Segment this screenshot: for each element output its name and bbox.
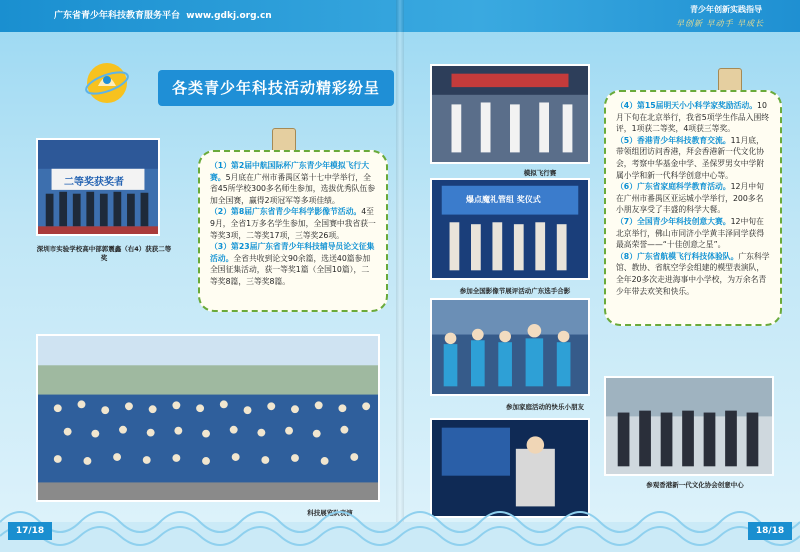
photo-flight-sim (430, 64, 590, 164)
caption-flight-sim: 模拟飞行赛 (523, 169, 557, 177)
page-number-left: 17/18 (8, 522, 52, 540)
caption-family-event: 参加家庭活动的快乐小朋友 (506, 403, 584, 411)
note-heading: （2）第8届广东省青少年科学影像节活动。 (210, 207, 362, 217)
note-heading: （3）第23届广东省青少年科技辅导员论文征集活动。 (210, 242, 375, 263)
note-text: 5月底在广州市番禺区第十七中学举行，全省45所学校300多名师生参加，选拔优秀队伍参加全国赛，赢得2项冠军等多项佳绩。 (210, 172, 376, 205)
festival-banner-text: 爆点魔礼管组 奖仪式 (466, 195, 541, 204)
note-text: 广东科学馆、教协、省航空学会组建的模型表演队，全年20多次走进海事中小学校，为万余名青少年带去欢笑和快乐。 (616, 251, 770, 296)
note-heading: （1）第2届中航国际杯广东青少年模拟飞行大赛。 (210, 161, 369, 182)
photo-family-event (430, 298, 590, 396)
caption-crowd-group: 科技展览队表演 (307, 509, 353, 517)
header-right-title: 青少年创新实践指导 (690, 5, 762, 14)
caption-award-ceremony: 深圳市实验学校高中部郭震鑫（右4）获获二等奖 (36, 245, 172, 262)
note-text: 12中旬在北京举行，佛山市同济小学黄丰泽同学获得最高荣誉——“十佳创意之星”。 (616, 216, 765, 250)
logo-icon (84, 60, 130, 106)
note-right (604, 90, 782, 326)
page-spine (396, 0, 404, 552)
page-number-right: 18/18 (748, 522, 792, 540)
note-heading: （8）广东省航模飞行科技体验队。 (616, 251, 739, 261)
photo-award-ceremony (36, 138, 160, 236)
header-slogan: 早创新 早动手 早成长 (676, 19, 765, 28)
note-text: 4至9月，全省1万多名学生参加，全国赛中我省获一等奖3项，二等奖17项，三等奖26项。 (210, 207, 376, 240)
note-heading: （4）第15届明天小小科学家奖励活动。 (616, 101, 758, 110)
award-banner-text: 二等奖获奖者 (64, 177, 124, 188)
note-text: 11月底，带领组团访问香港，拜会香港新一代文化协会，考察中华基金中学、圣保罗男女中学附属小学和新一代科学创意中心等。 (616, 135, 765, 180)
note-heading: （5）香港青少年科技教育交流。 (616, 135, 731, 145)
note-heading: （6）广东省家庭科学教育活动。 (616, 182, 731, 192)
note-left (198, 150, 388, 312)
note-text: 12月中旬在广州市番禺区亚运城小学举行，200多名小朋友享受了丰盛的科学大餐。 (616, 182, 764, 215)
photo-hk-visit (604, 376, 774, 476)
note-heading: （7）全国青少年科技创意大赛。 (616, 216, 731, 226)
header-url[interactable]: www.gdkj.org.cn (186, 11, 272, 21)
wave-decoration (0, 492, 800, 552)
caption-film-festival: 参加全国影像节展评活动广东选手合影 (459, 287, 571, 295)
caption-hk-visit: 参观香港新一代文化协会创意中心 (646, 481, 744, 489)
header-left-title: 广东省青少年科技教育服务平台 www.gdkj.org.cn (54, 11, 272, 21)
section-title: 各类青少年科技活动精彩纷呈 (158, 70, 394, 106)
note-text: 全省共收到论文90余篇，选送40篇参加全国征集活动，获一等奖1篇（全国10篇），二等奖8篇，三等奖8篇。 (210, 253, 371, 286)
photo-crowd-group (36, 334, 380, 502)
note-text: 10月下旬在北京举行，我省5项学生作品入围终评，1项获二等奖，4项获三等奖。 (616, 101, 770, 134)
photo-film-festival (430, 178, 590, 280)
